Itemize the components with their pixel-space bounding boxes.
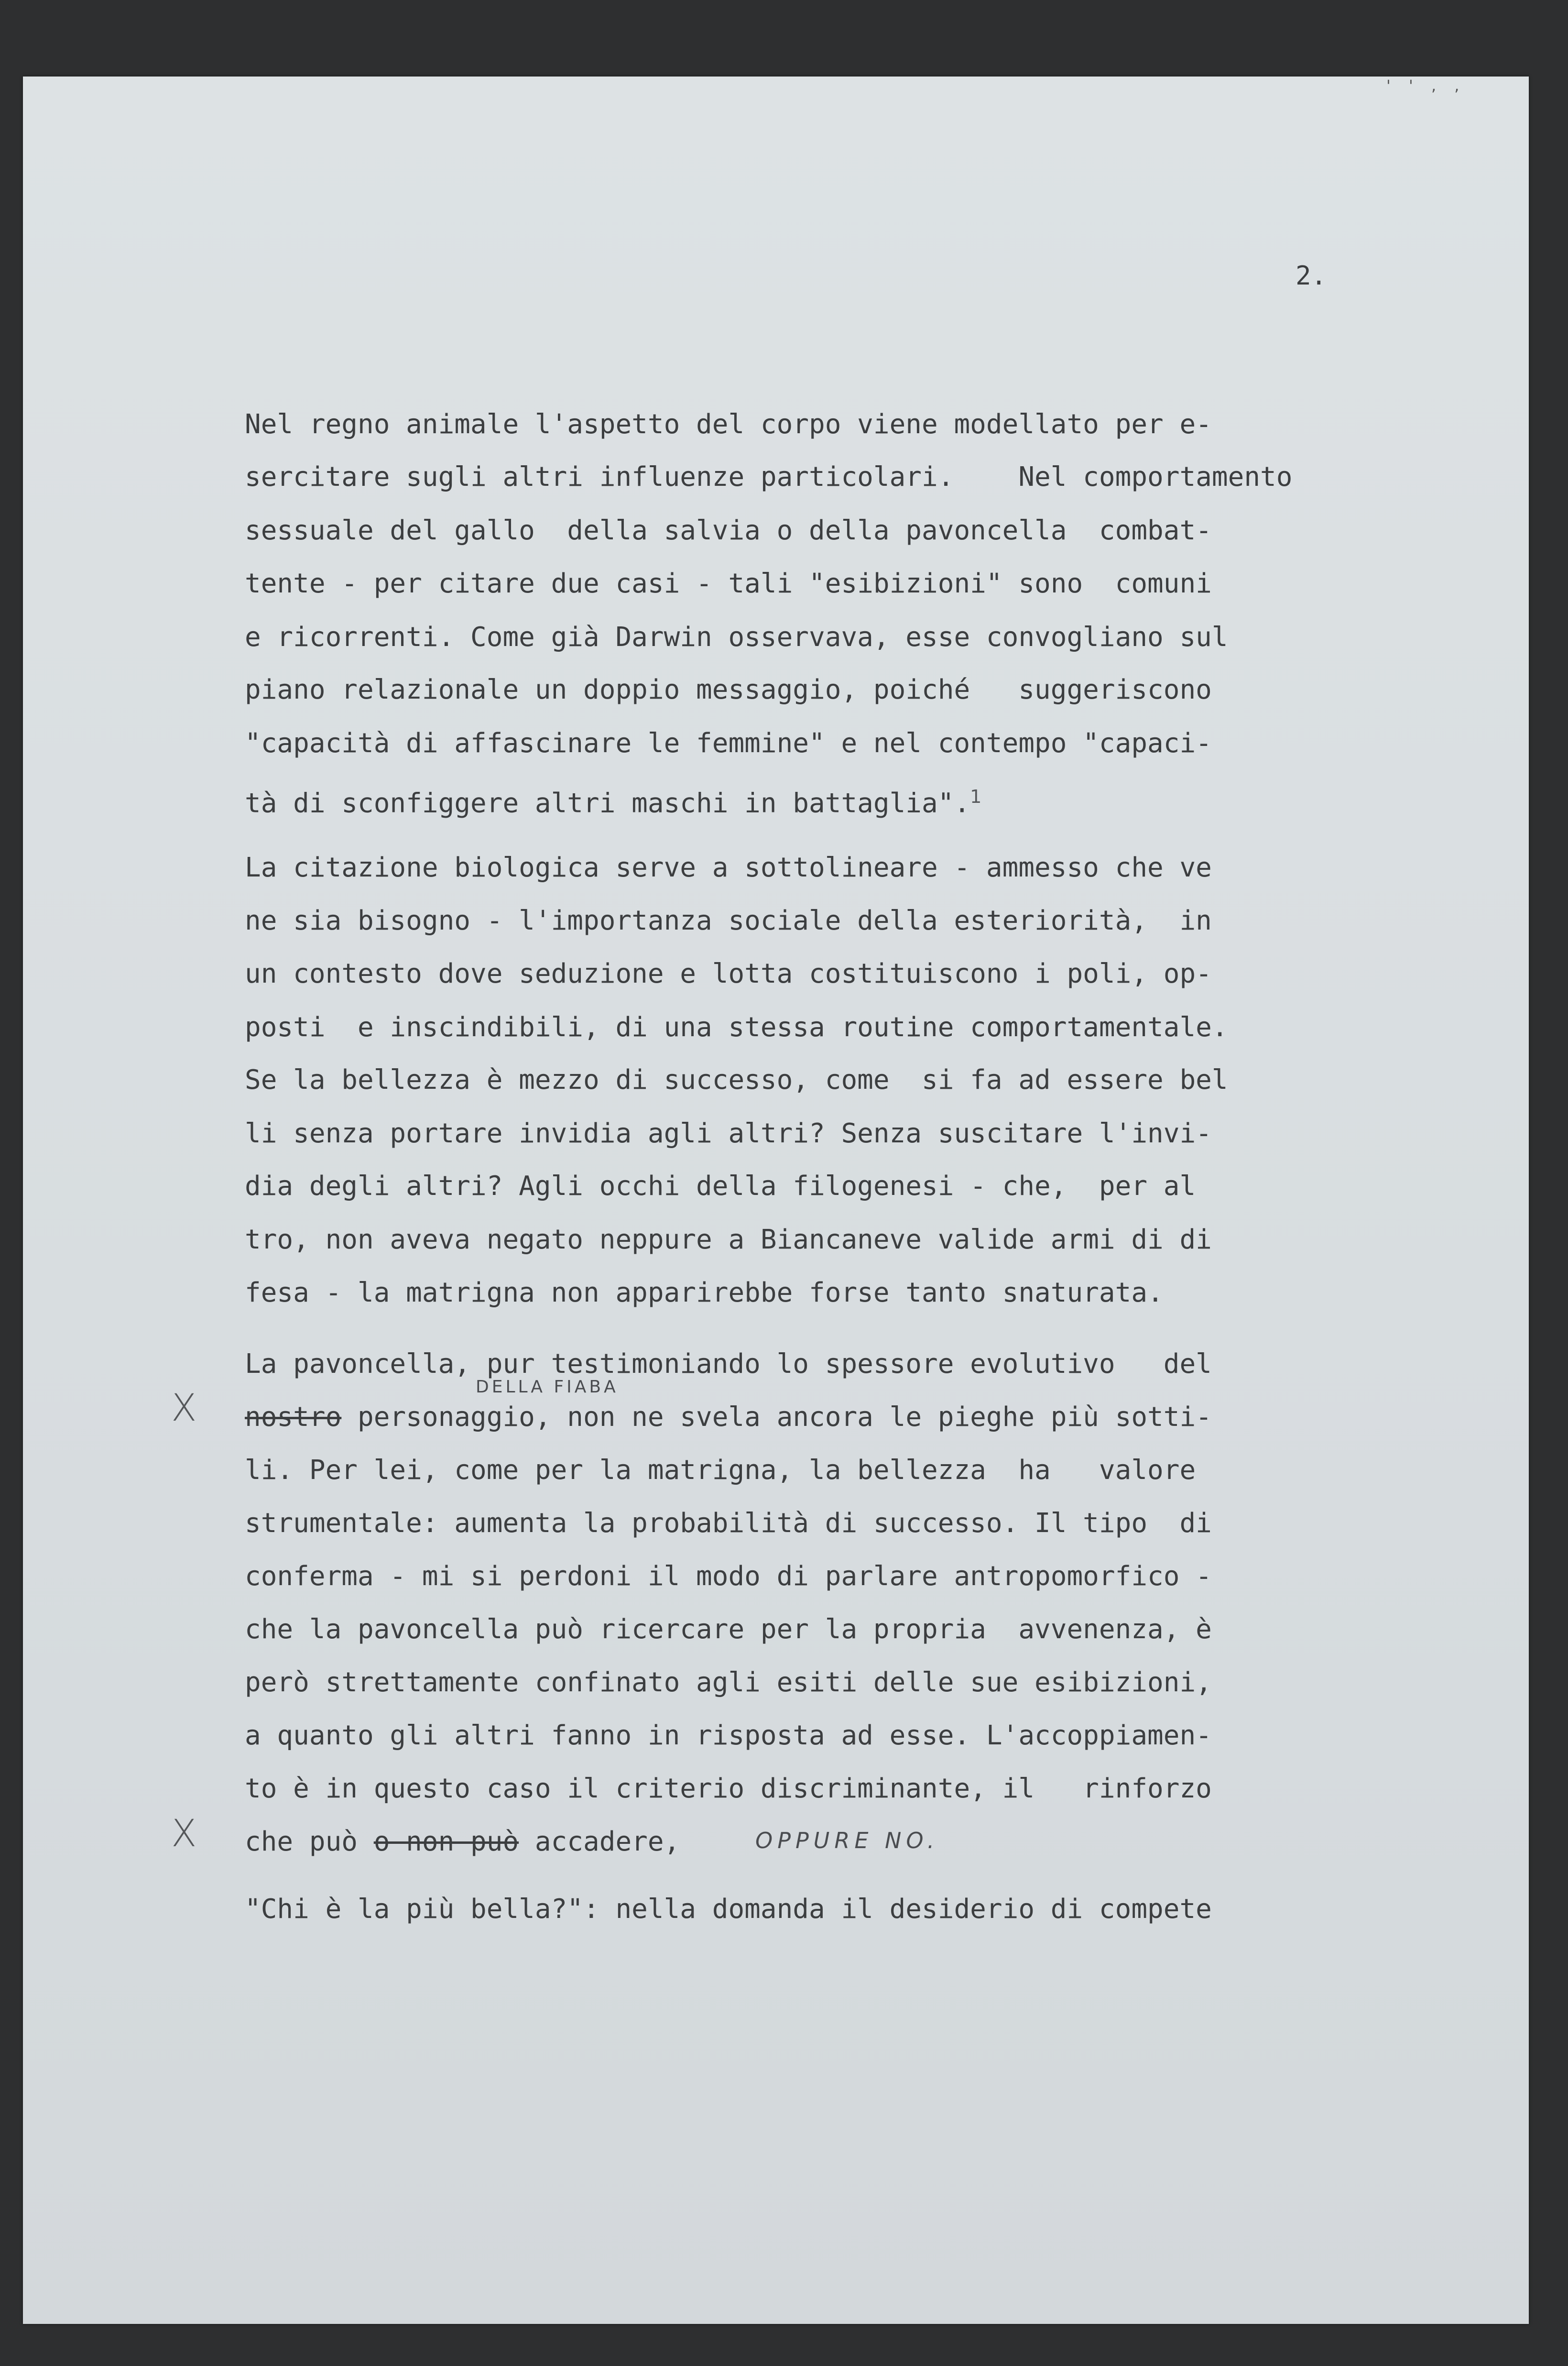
text-line: e ricorrenti. Come già Darwin osservava, esse convogliano sul (245, 622, 1228, 653)
text-line: un contesto dove seduzione e lotta costituiscono i poli, op- (245, 958, 1212, 989)
text-line: to è in questo caso il criterio discriminante, il rinforzo (245, 1773, 1212, 1804)
text-line: li. Per lei, come per la matrigna, la bellezza ha valore (245, 1455, 1196, 1486)
text-line: tro, non aveva negato neppure a Biancaneve valide armi di di (245, 1224, 1212, 1255)
text-line: sercitare sugli altri influenze particolari. Nel comportamento (245, 461, 1293, 493)
text-line: tente - per citare due casi - tali "esibizioni" sono comuni (245, 568, 1212, 599)
text-line: "capacità di affascinare le femmine" e nel contempo "capaci- (245, 728, 1212, 759)
text-line: "Chi è la più bella?": nella domanda il desiderio di compete (245, 1894, 1212, 1925)
footnote-marker: 1 (970, 786, 982, 807)
line-text: personaggio, non ne svela ancora le pieghe più sotti- (341, 1402, 1212, 1433)
text-line: Se la bellezza è mezzo di successo, come si fa ad essere bel (245, 1064, 1228, 1095)
line-text: tà di sconfiggere altri maschi in battaglia". (245, 788, 970, 819)
edited-text-line (245, 1402, 1212, 1433)
handwritten-addition: OPPURE NO. (755, 1828, 939, 1853)
line-text: accadere, (519, 1826, 680, 1857)
text-line: dia degli altri? Agli occhi della filogenesi - che, per al (245, 1171, 1196, 1202)
edited-text-line (245, 1826, 680, 1858)
text-line: conferma - mi si perdoni il modo di parlare antropomorfico - (245, 1561, 1212, 1592)
text-line: però strettamente confinato agli esiti delle sue esibizioni, (245, 1667, 1212, 1698)
text-line: strumentale: aumenta la probabilità di successo. Il tipo di (245, 1508, 1212, 1539)
text-line: ne sia bisogno - l'importanza sociale della esteriorità, in (245, 905, 1212, 936)
struck-word: nostro (245, 1402, 342, 1433)
text-line: sessuale del gallo della salvia o della pavoncella combat- (245, 515, 1212, 546)
text-line: La citazione biologica serve a sottolineare - ammesso che ve (245, 852, 1212, 883)
text-line: posti e inscindibili, di una stessa routine comportamentale. (245, 1012, 1228, 1043)
text-line: li senza portare invidia agli altri? Senza suscitare l'invi- (245, 1118, 1212, 1149)
margin-x-mark: X (171, 1812, 197, 1855)
text-line: Nel regno animale l'aspetto del corpo viene modellato per e- (245, 409, 1212, 440)
edge-pencil-marks: ' ' , , (1386, 77, 1466, 95)
text-line: piano relazionale un doppio messaggio, poiché suggeriscono (245, 674, 1212, 705)
margin-x-mark: X (171, 1387, 197, 1430)
struck-text: o non può (373, 1826, 519, 1857)
handwritten-insert: DELLA FIABA (476, 1377, 619, 1397)
text-line: La pavoncella, pur testimoniando lo spessore evolutivo del (245, 1348, 1212, 1380)
text-line (245, 781, 981, 820)
text-line: che la pavoncella può ricercare per la propria avvenenza, è (245, 1614, 1212, 1645)
line-text: che può (245, 1826, 374, 1857)
text-line: a quanto gli altri fanno in risposta ad esse. L'accoppiamen- (245, 1720, 1212, 1751)
page-number: 2. (1296, 261, 1327, 291)
text-line: fesa - la matrigna non apparirebbe forse tanto snaturata. (245, 1277, 1164, 1308)
